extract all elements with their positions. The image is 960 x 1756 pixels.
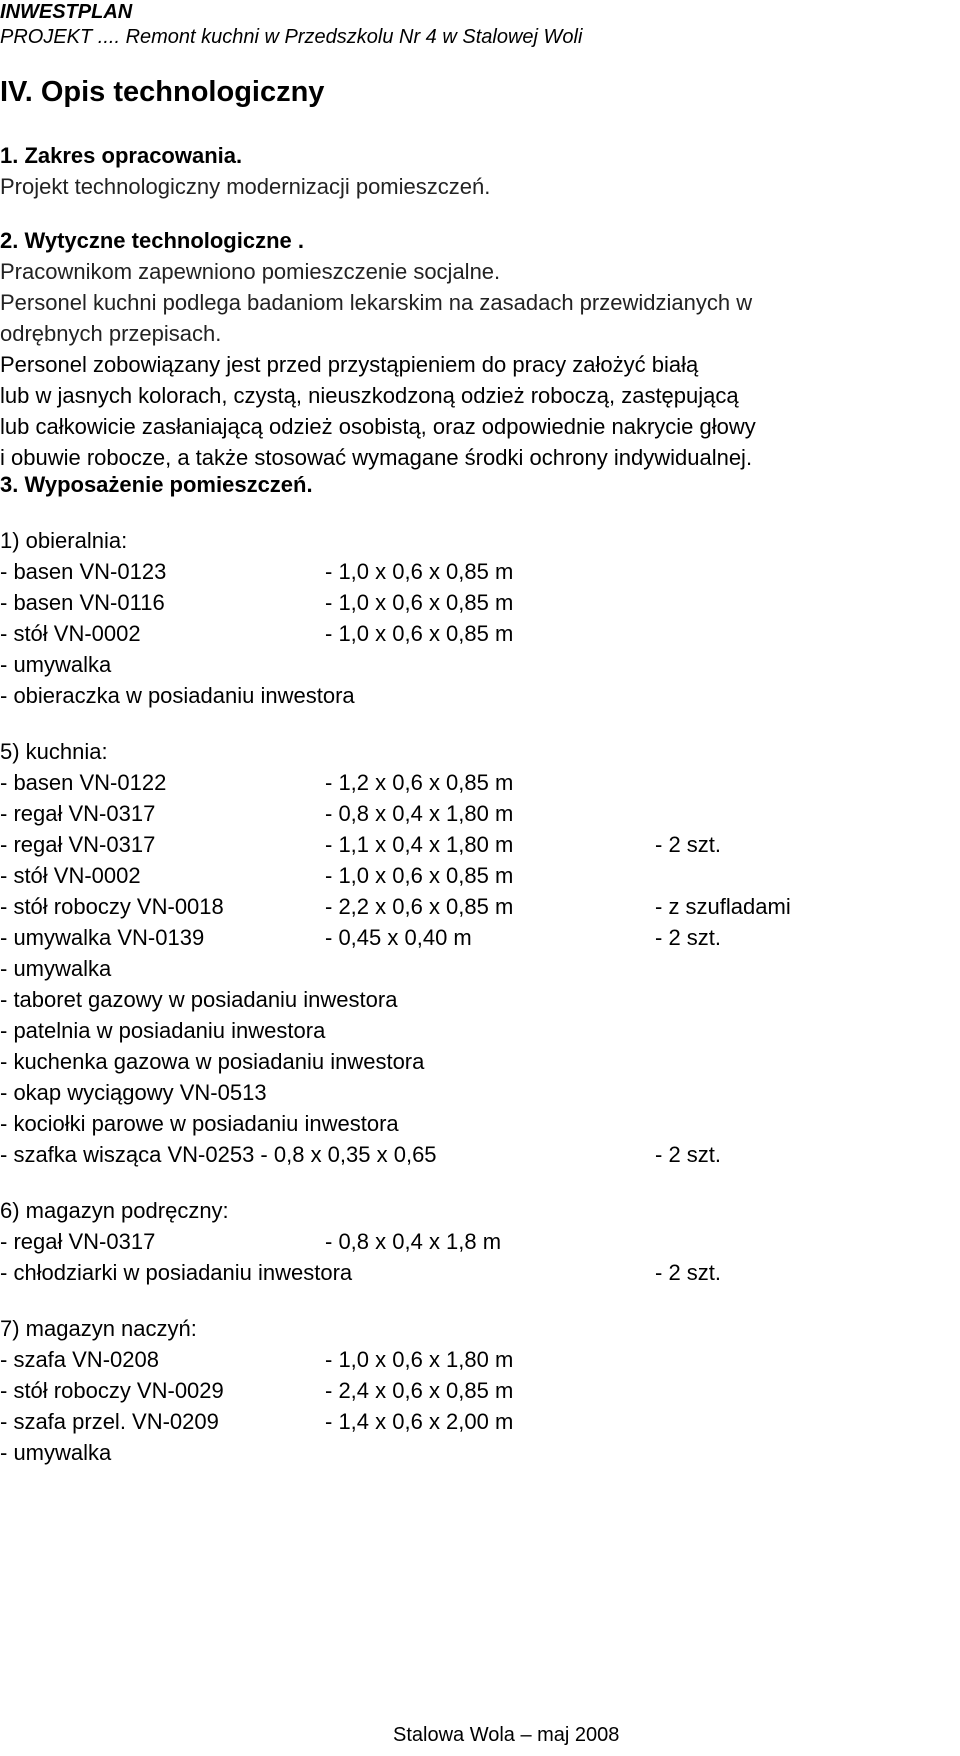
spacer [0,1170,960,1195]
equipment-row [0,1108,960,1139]
footer-place-date: Stalowa Wola – maj 2008 [393,1724,620,1746]
equipment-name: - umywalka [0,1440,112,1465]
equipment-dimensions: - 0,45 x 0,40 m [325,925,472,950]
equipment-list [0,500,960,1468]
equipment-name: - regał VN-0317 [0,832,156,857]
section-1-text: Projekt technologiczny modernizacji pomieszczeń. [0,174,491,199]
equipment-name: - szafa przel. VN-0209 [0,1409,219,1434]
equipment-note: - 2 szt. [655,832,722,857]
equipment-dimensions: - 1,0 x 0,6 x 0,85 m [325,621,514,646]
equipment-name: - obieraczka w posiadaniu inwestora [0,683,355,708]
section-2 [0,225,756,473]
equipment-name: - umywalka [0,652,112,677]
equipment-name: - regał VN-0317 [0,1229,156,1254]
equipment-name: - chłodziarki w posiadaniu inwestora [0,1260,353,1285]
equipment-row [0,649,960,680]
equipment-row [0,1406,960,1437]
equipment-name: - umywalka [0,956,112,981]
section-2-line: Personel zobowiązany jest przed przystąpieniem do pracy założyć białą [0,352,699,377]
equipment-name: - umywalka VN-0139 [0,925,205,950]
equipment-row [0,1226,960,1257]
section-1-heading: 1. Zakres opracowania. [0,143,243,168]
section-3 [0,469,960,1468]
equipment-name: - basen VN-0123 [0,559,167,584]
equipment-name: - stół VN-0002 [0,621,141,646]
equipment-row [0,587,960,618]
company-name: INWESTPLAN [0,1,133,23]
section-2-line: i obuwie robocze, a także stosować wymagane środki ochrony indywidualnej. [0,445,753,470]
equipment-note: - 2 szt. [655,1142,722,1167]
equipment-row [0,860,960,891]
equipment-note: - 2 szt. [655,925,722,950]
equipment-dimensions: - 1,0 x 0,6 x 0,85 m [325,590,514,615]
room-name [0,1313,960,1344]
section-1 [0,140,490,202]
section-2-line: lub w jasnych kolorach, czystą, nieuszkodzoną odzież roboczą, zastępującą [0,383,739,408]
equipment-dimensions: - 1,4 x 0,6 x 2,00 m [325,1409,514,1434]
equipment-dimensions: - 1,2 x 0,6 x 0,85 m [325,770,514,795]
room-name [0,1195,960,1226]
equipment-name: - szafa VN-0208 [0,1347,159,1372]
section-2-line: Personel kuchni podlega badaniom lekarskim na zasadach przewidzianych w [0,290,753,315]
section-3-heading: 3. Wyposażenie pomieszczeń. [0,472,313,497]
room-name-label: 6) magazyn podręczny: [0,1198,229,1223]
equipment-row [0,798,960,829]
section-2-line: odrębnych przepisach. [0,321,222,346]
equipment-row [0,1077,960,1108]
room-name-label: 1) obieralnia: [0,528,128,553]
equipment-dimensions: - 1,0 x 0,6 x 0,85 m [325,559,514,584]
spacer [0,1288,960,1313]
equipment-name: - patelnia w posiadaniu inwestora [0,1018,326,1043]
equipment-row [0,891,960,922]
equipment-row [0,984,960,1015]
equipment-row [0,1046,960,1077]
equipment-row [0,767,960,798]
equipment-name: - basen VN-0116 [0,590,165,615]
equipment-row [0,922,960,953]
equipment-row [0,1015,960,1046]
equipment-dimensions: - 1,0 x 0,6 x 0,85 m [325,863,514,888]
spacer [0,711,960,736]
equipment-row [0,618,960,649]
section-2-line: Pracownikom zapewniono pomieszczenie socjalne. [0,259,501,284]
equipment-note: - 2 szt. [655,1260,722,1285]
spacer [0,500,960,525]
room-name-label: 7) magazyn naczyń: [0,1316,197,1341]
equipment-name: - stół VN-0002 [0,863,141,888]
equipment-name: - stół roboczy VN-0018 [0,894,224,919]
section-2-line: lub całkowicie zasłaniającą odzież osobistą, oraz odpowiednie nakrycie głowy [0,414,756,439]
equipment-row [0,680,960,711]
equipment-name: - kuchenka gazowa w posiadaniu inwestora [0,1049,425,1074]
equipment-dimensions: - 0,8 x 0,4 x 1,8 m [325,1229,502,1254]
document-header [0,0,582,50]
equipment-dimensions: - 1,0 x 0,6 x 1,80 m [325,1347,514,1372]
equipment-dimensions: - 1,1 x 0,4 x 1,80 m [325,832,514,857]
room-name-label: 5) kuchnia: [0,739,108,764]
equipment-row [0,556,960,587]
equipment-row [0,1344,960,1375]
equipment-name: - szafka wisząca VN-0253 - 0,8 x 0,35 x 0,65 [0,1142,437,1167]
equipment-dimensions: - 0,8 x 0,4 x 1,80 m [325,801,514,826]
equipment-note: - z szufladami [655,894,791,919]
equipment-row [0,1375,960,1406]
equipment-name: - regał VN-0317 [0,801,156,826]
equipment-name: - basen VN-0122 [0,770,167,795]
equipment-dimensions: - 2,4 x 0,6 x 0,85 m [325,1378,514,1403]
equipment-row [0,829,960,860]
equipment-row [0,1257,960,1288]
equipment-name: - stół roboczy VN-0029 [0,1378,224,1403]
equipment-row [0,953,960,984]
equipment-row [0,1437,960,1468]
room-name [0,736,960,767]
project-name: PROJEKT .... Remont kuchni w Przedszkolu Nr 4 w Stalowej Woli [0,26,583,48]
equipment-row [0,1139,960,1170]
section-2-heading: 2. Wytyczne technologiczne . [0,228,304,253]
equipment-dimensions: - 2,2 x 0,6 x 0,85 m [325,894,514,919]
equipment-name: - kociołki parowe w posiadaniu inwestora [0,1111,399,1136]
page-title: IV. Opis technologiczny [0,76,325,108]
equipment-name: - taboret gazowy w posiadaniu inwestora [0,987,398,1012]
room-name [0,525,960,556]
equipment-name: - okap wyciągowy VN-0513 [0,1080,267,1105]
